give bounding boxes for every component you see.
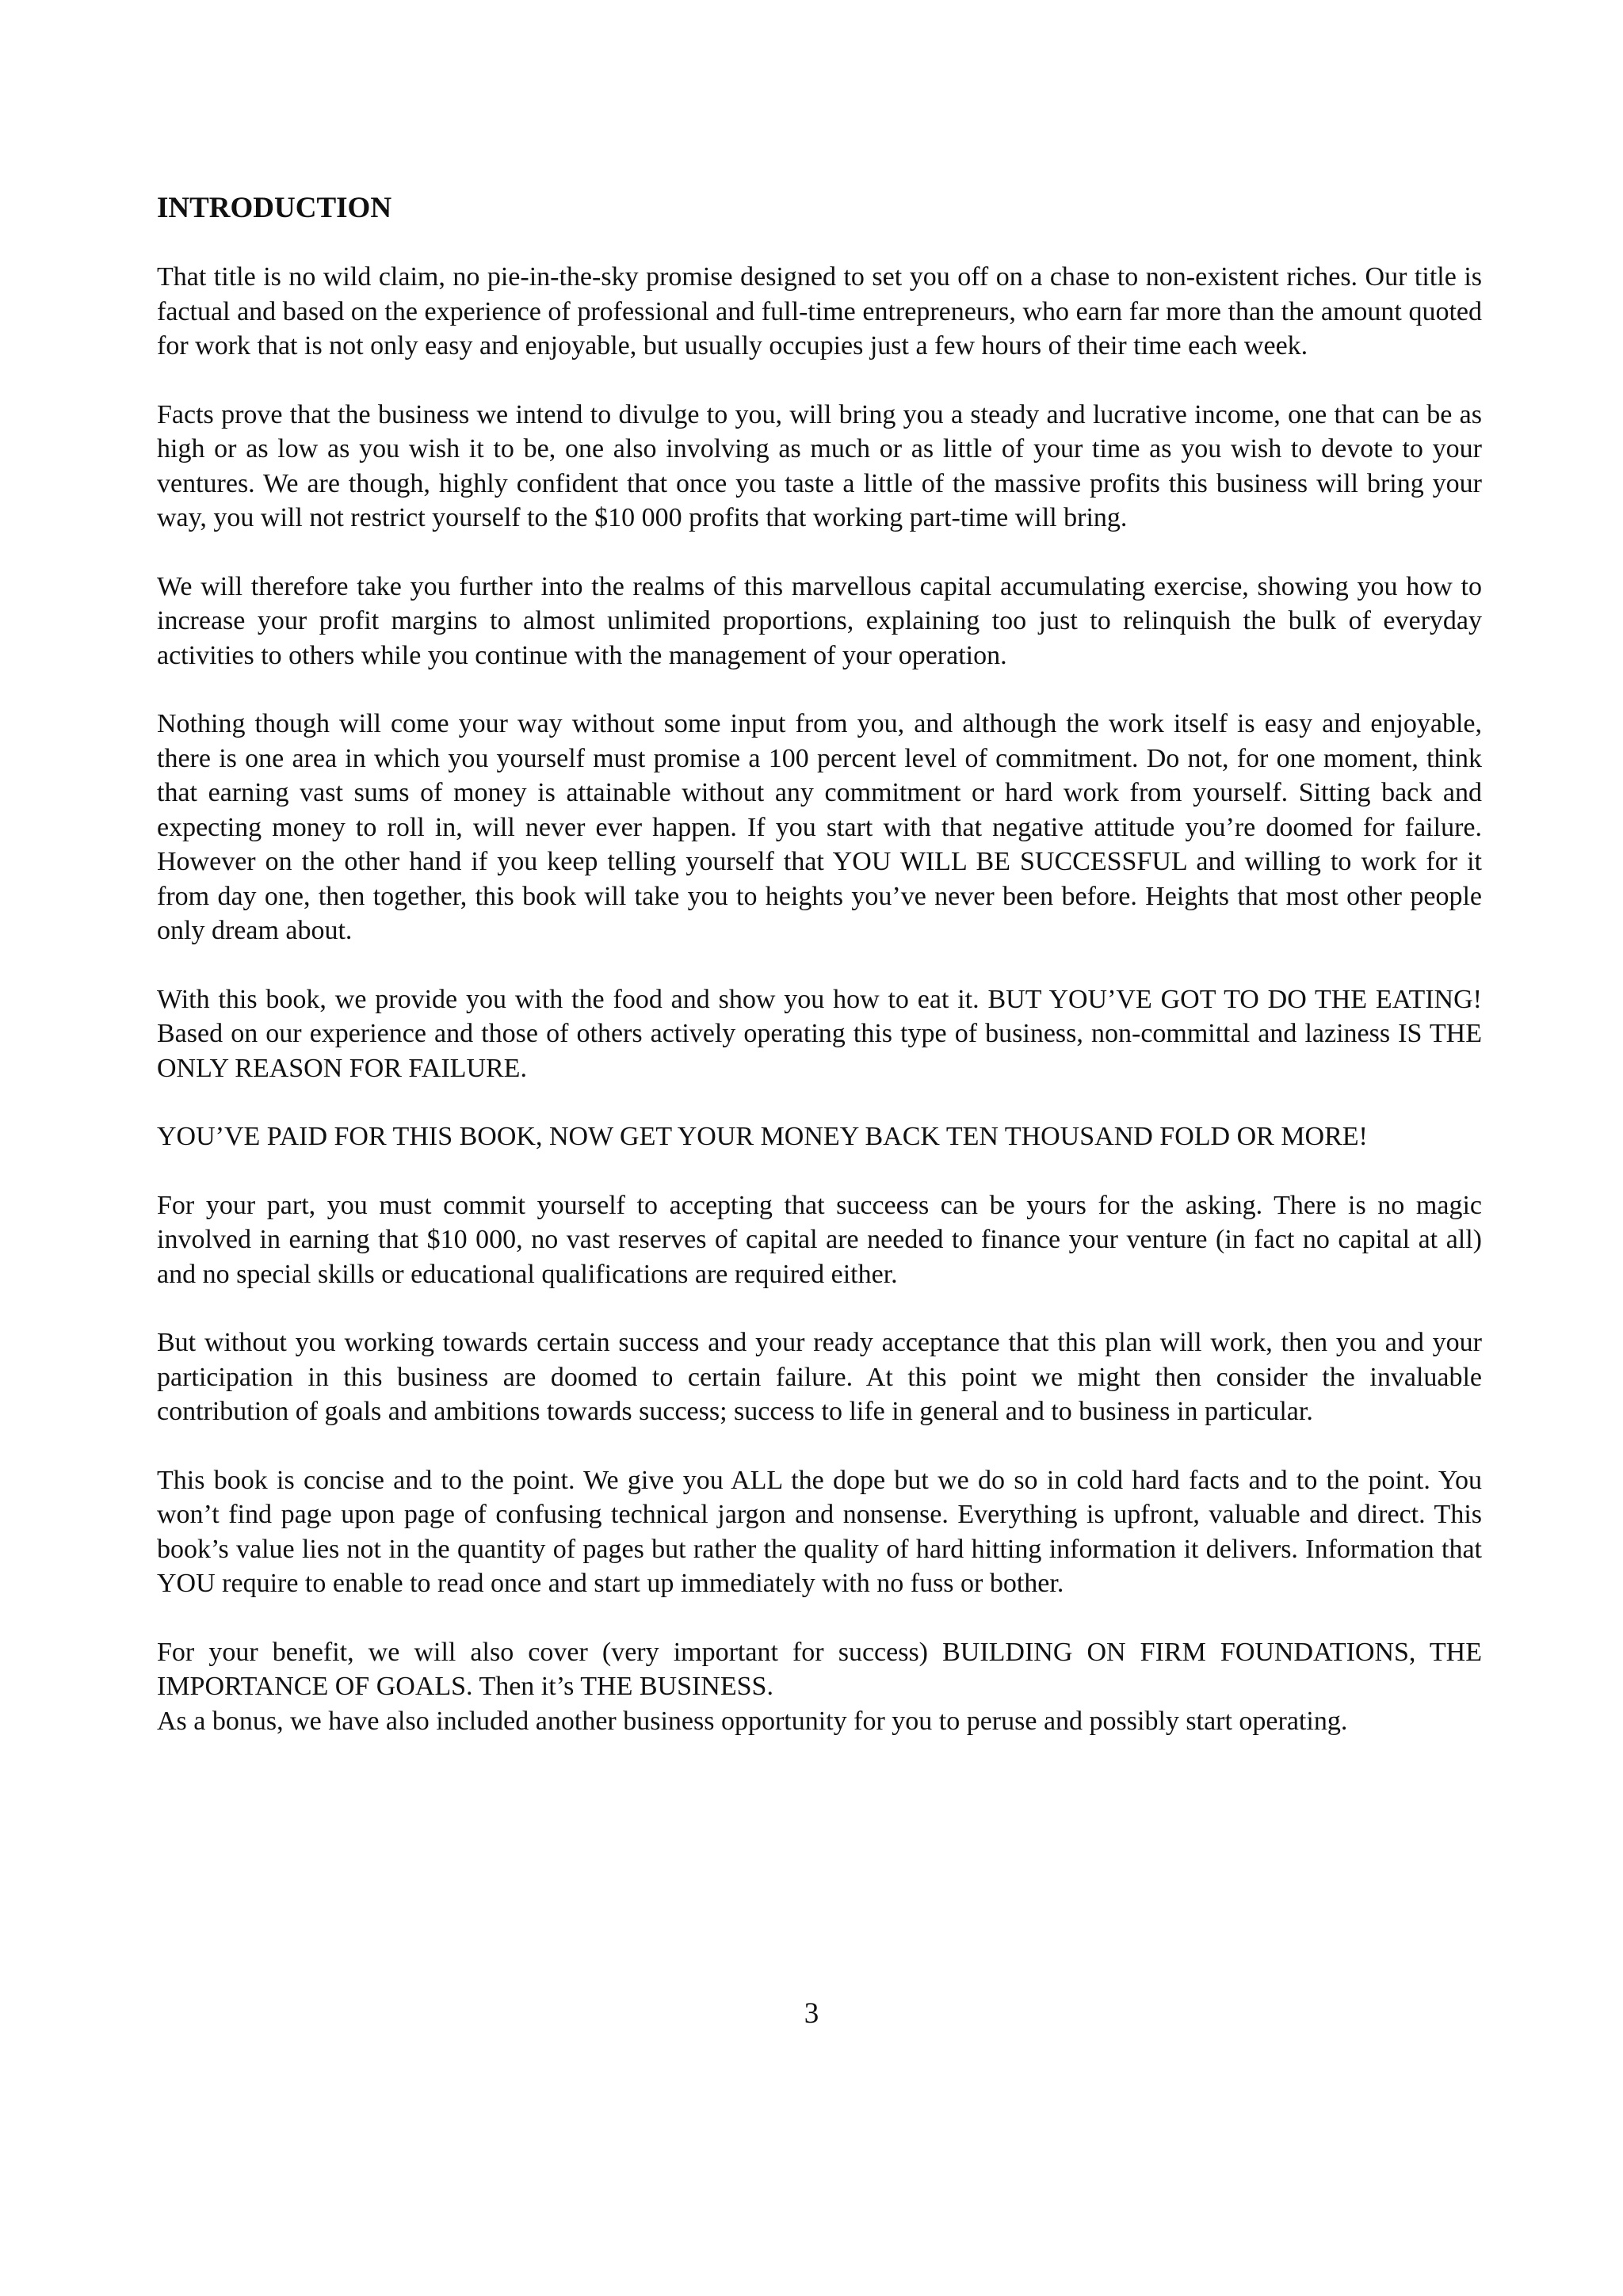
paragraph-7: For your part, you must commit yourself to accepting that succeess can be yours for the asking. There is no magic involved in earning that $10 000, no vast reserves of capital are needed to finance your venture (in fact no capital at all) and no special skills or educational qualifications are required either.: [157, 1190, 1482, 1289]
paragraph-2: Facts prove that the business we intend to divulge to you, will bring you a steady and lucrative income, one that can be as high or as low as you wish it to be, one also involving as much or as little of your time as you wish to devote to your ventures. We are though, highly confident that once you taste a little of the massive profits this business will bring your way, you will not restrict yourself to the $10 000 profits that working part-time will bring.: [157, 399, 1482, 532]
paragraph-9: This book is concise and to the point. We give you ALL the dope but we do so in cold hard facts and to the point. You won’t find page upon page of confusing technical jargon and nonsense. Everything is upfront, valuable and direct. This book’s value lies not in the quantity of pages but rather the quality of hard hitting information it delivers. Information that YOU require to enable to read once and start up immediately with no fuss or bother.: [157, 1465, 1482, 1598]
paragraph-1: That title is no wild claim, no pie-in-the-sky promise designed to set you off on a chase to non-existent riches. Our title is factual and based on the experience of professional and full-time entrepreneurs, who earn far more than the amount quoted for work that is not only easy and enjoyable, but usually occupies just a few hours of their time each week.: [157, 262, 1482, 360]
section-heading: INTRODUCTION: [157, 192, 392, 224]
paragraph-4: Nothing though will come your way without some input from you, and although the work itself is easy and enjoyable, there is one area in which you yourself must promise a 100 percent level of commitment. Do not, for one moment, think that earning vast sums of money is attainable without any commitment or hard work from yourself. Sitting back and expecting money to roll in, will never ever happen. If you start with that negative attitude you’re doomed for failure. However on the other hand if you keep telling yourself that YOU WILL BE SUCCESSFUL and willing to work for it from day one, then together, this book will take you to heights you’ve never been before. Heights that most other people only dream about.: [157, 709, 1482, 945]
paragraph-6: YOU’VE PAID FOR THIS BOOK, NOW GET YOUR MONEY BACK TEN THOUSAND FOLD OR MORE!: [157, 1122, 1368, 1151]
paragraph-10: For your benefit, we will also cover (very important for success) BUILDING ON FIRM FOUNDATIONS, THE IMPORTANCE OF GOALS. Then it’s THE BUSINESS.: [157, 1637, 1482, 1701]
paragraph-5: With this book, we provide you with the food and show you how to eat it. BUT YOU’VE GOT TO DO THE EATING! Based on our experience and those of others actively operating this type of business, non-committal and laziness IS THE ONLY REASON FOR FAILURE.: [157, 984, 1482, 1083]
page-number: 3: [804, 1997, 819, 2030]
paragraph-3: We will therefore take you further into the realms of this marvellous capital accumulating exercise, showing you how to increase your profit margins to almost unlimited proportions, explaining too just to relinquish the bulk of everyday activities to others while you continue with the management of your operation.: [157, 571, 1482, 670]
document-page: [157, 193, 1482, 1772]
paragraph-11: As a bonus, we have also included another business opportunity for you to peruse and possibly start operating.: [157, 1706, 1348, 1736]
paragraph-8: But without you working towards certain success and your ready acceptance that this plan will work, then you and your participation in this business are doomed to certain failure. At this point we might then consider the invaluable contribution of goals and ambitions towards success; success to life in general and to business in particular.: [157, 1328, 1482, 1426]
